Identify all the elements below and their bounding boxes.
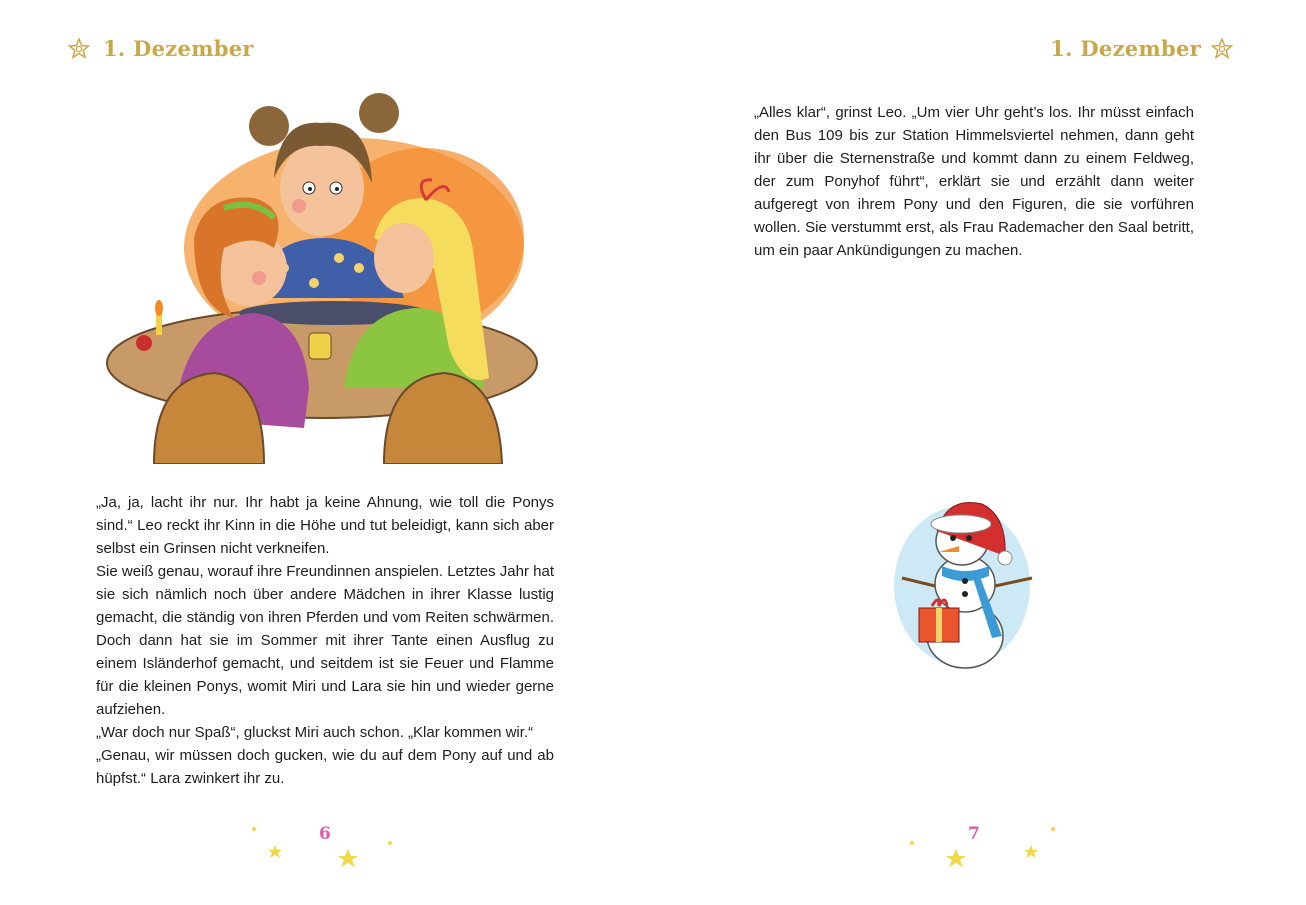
- left-page-text: [96, 491, 554, 790]
- paragraph: Sie weiß genau, worauf ihre Freundinnen anspielen. Letztes Jahr hat sie sich nämlich noch über andere Mädchen in ihrer Klasse lustig gemacht, die ständig von ihren Pferden und vom Reiten schwärmen. Doch dann hat sie im Sommer mit ihrer Tante einen Ausflug zu einem Isländerhof gemacht, und seitdem ist sie Feuer und Flamme für die kleinen Ponys, womit Miri und Lara sie hin und wieder gerne aufziehen.: [96, 563, 554, 718]
- sparkle-stars-icon: [898, 815, 1068, 875]
- right-page-text: [754, 101, 1194, 262]
- star-ornament-icon: [1211, 38, 1233, 60]
- page-number: 6: [319, 824, 331, 844]
- chapter-header: 1. Dezember: [1050, 36, 1201, 61]
- paragraph: „Ja, ja, lacht ihr nur. Ihr habt ja keine Ahnung, wie toll die Ponys sind.“ Leo reckt ihr Kinn in die Höhe und tut beleidigt, kann sich aber selbst ein Grinsen nicht verkneifen.: [96, 494, 554, 557]
- snowman-illustration: [887, 486, 1037, 676]
- paragraph: „Alles klar“, grinst Leo. „Um vier Uhr geht’s los. Ihr müsst einfach den Bus 109 bis zur Station Himmelsviertel nehmen, dann geht ihr über die Sternenstraße und kommt dann zu einem Feldweg, der zum Ponyhof führt“, erklärt sie und erzählt dann weiter aufgeregt von ihrem Pony und den Figuren, die sie vorführen wollen. Sie verstummt erst, als Frau Rademacher den Saal betritt, um ein paar Ankündigungen zu machen.: [754, 104, 1194, 259]
- girls-at-table-illustration: [104, 88, 544, 464]
- page-number: 7: [968, 824, 980, 844]
- paragraph: „Genau, wir müssen doch gucken, wie du auf dem Pony auf und ab hüpfst.“ Lara zwinkert ihr zu.: [96, 747, 554, 787]
- right-page: [653, 0, 1306, 905]
- chapter-header: 1. Dezember: [103, 36, 254, 61]
- star-ornament-icon: [68, 38, 90, 60]
- paragraph: „War doch nur Spaß“, gluckst Miri auch schon. „Klar kommen wir.“: [96, 724, 534, 741]
